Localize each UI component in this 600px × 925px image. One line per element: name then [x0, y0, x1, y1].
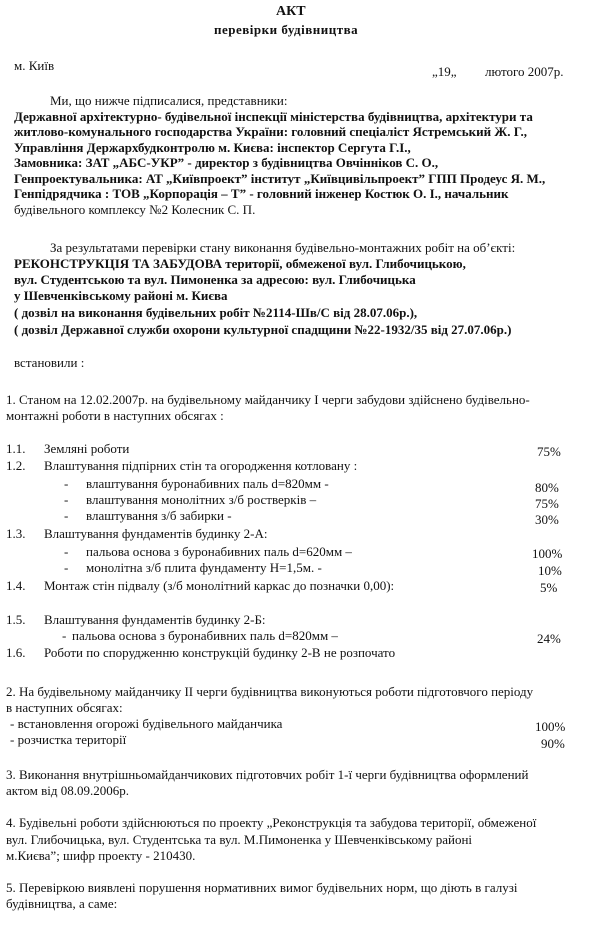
item-text: Влаштування фундаментів будинку 2-Б:	[44, 612, 266, 627]
object-line-5: ( дозвіл на виконання будівельних робіт №2114-Шв/С від 28.07.06р.),	[14, 305, 418, 320]
item-value: 10%	[538, 563, 562, 578]
intro-line-2: Державної архітектурно- будівельної інспекції міністерства будівництва, архітектури та	[14, 109, 533, 124]
item-number: 1.2.	[6, 458, 26, 473]
section-4-line-2: вул. Глибочицька, вул. Студентська та вул. М.Пимоненка у Шевченківському районі	[6, 832, 473, 847]
intro-line-1: Ми, що нижче підписалися, представники:	[50, 93, 288, 108]
item-text: Роботи по спорудженню конструкцій будинку 2-В не розпочато	[44, 645, 396, 660]
date-rest: лютого 2007р.	[485, 64, 564, 79]
item-value: 100%	[532, 546, 563, 561]
object-line-4: у Шевченківському районі м. Києва	[14, 288, 228, 303]
object-line-6: ( дозвіл Державної служби охорони культурної спадщини №22-1932/35 від 27.07.06р.)	[14, 322, 512, 337]
document-subtitle: перевірки будівництва	[214, 22, 359, 37]
section-2-item: - розчистка території	[10, 732, 127, 747]
item-dash: -	[64, 476, 69, 491]
section-1-line-2: монтажні роботи в наступних обсягах :	[6, 408, 224, 423]
section-2-item-value: 90%	[541, 736, 565, 751]
section-2-line-1: 2. На будівельному майданчику ІІ черги будівництва виконуються роботи підготовчого періоду	[6, 684, 534, 699]
item-value: 75%	[535, 496, 559, 511]
item-dash: -	[64, 544, 69, 559]
section-4-line-1: 4. Будівельні роботи здійснюються по проекту „Реконструкція та забудова території, обмеженої	[6, 815, 537, 830]
intro-line-6: Генпроектувальника: АТ „Київпроект” інститут „Київцивільпроект” ГПП Продеус Я. М.,	[14, 171, 546, 186]
item-value: 80%	[535, 480, 559, 495]
item-text: Влаштування фундаментів будинку 2-А:	[44, 526, 268, 541]
section-3-line-2: актом від 08.09.2006р.	[6, 783, 130, 798]
item-text: пальова основа з буронабивних паль d=620мм –	[86, 544, 352, 559]
intro-line-7: Генпідрядчика : ТОВ „Корпорація – Т” - головний інженер Костюк О. І., начальник	[14, 186, 509, 201]
item-text: пальова основа з буронабивних паль d=820мм –	[72, 628, 338, 643]
section-4-line-3: м.Києва”; шифр проекту - 210430.	[6, 848, 196, 863]
object-line-2: РЕКОНСТРУКЦІЯ ТА ЗАБУДОВА території, обмеженої вул. Глибочицькою,	[14, 256, 466, 271]
item-value: 75%	[537, 444, 561, 459]
item-text: Земляні роботи	[44, 441, 130, 456]
object-line-3: вул. Студентською та вул. Пимоненка за адресою: вул. Глибочицька	[14, 272, 416, 287]
section-1-line-1: 1. Станом на 12.02.2007р. на будівельному майданчику І черги забудови здійснено будівельно-	[6, 392, 530, 407]
intro-line-3: житлово-комунального господарства України: головний спеціаліст Ястремський Ж. Г.,	[14, 124, 528, 139]
item-text: монолітна з/б плита фундаменту Н=1,5м. -	[86, 560, 322, 575]
item-dash: -	[64, 508, 69, 523]
item-text: Монтаж стін підвалу (з/б монолітний каркас до позначки 0,00):	[44, 578, 395, 593]
item-dash: -	[62, 628, 67, 643]
item-text: влаштування з/б забирки -	[86, 508, 232, 523]
item-value: 24%	[537, 631, 561, 646]
object-line-1: За результатами перевірки стану виконання будівельно-монтажних робіт на об’єкті:	[50, 240, 516, 255]
section-2-item: - встановлення огорожі будівельного майданчика	[10, 716, 283, 731]
item-number: 1.6.	[6, 645, 26, 660]
item-number: 1.4.	[6, 578, 26, 593]
item-text: влаштування буронабивних паль d=820мм -	[86, 476, 329, 491]
item-value: 5%	[540, 580, 558, 595]
place: м. Київ	[14, 58, 55, 73]
section-5-line-2: будівництва, а саме:	[6, 896, 118, 911]
document-title: АКТ	[276, 4, 306, 19]
intro-line-4: Управління Держархбудконтролю м. Києва: інспектор Сергута Г.І.,	[14, 140, 411, 155]
item-dash: -	[64, 560, 69, 575]
section-3-line-1: 3. Виконання внутрішньомайданчикових підготовчих робіт 1-ї черги будівництва оформлений	[6, 767, 529, 782]
section-2-line-2: в наступних обсягах:	[6, 700, 123, 715]
item-text: Влаштування підпірних стін та огородження котловану :	[44, 458, 358, 473]
item-dash: -	[64, 492, 69, 507]
item-number: 1.3.	[6, 526, 26, 541]
section-5-line-1: 5. Перевіркою виявлені порушення нормативних вимог будівельних норм, що діють в галузі	[6, 880, 518, 895]
item-number: 1.1.	[6, 441, 26, 456]
item-text: влаштування монолітних з/б ростверків –	[86, 492, 317, 507]
date-day: „19„	[432, 64, 457, 79]
item-number: 1.5.	[6, 612, 26, 627]
section-2-item-value: 100%	[535, 719, 566, 734]
item-value: 30%	[535, 512, 559, 527]
established-label: встановили :	[14, 355, 85, 370]
intro-line-8: будівельного комплексу №2 Колесник С. П.	[14, 202, 256, 217]
intro-line-5: Замовника: ЗАТ „АБС-УКР” - директор з будівництва Овчінніков С. О.,	[14, 155, 439, 170]
